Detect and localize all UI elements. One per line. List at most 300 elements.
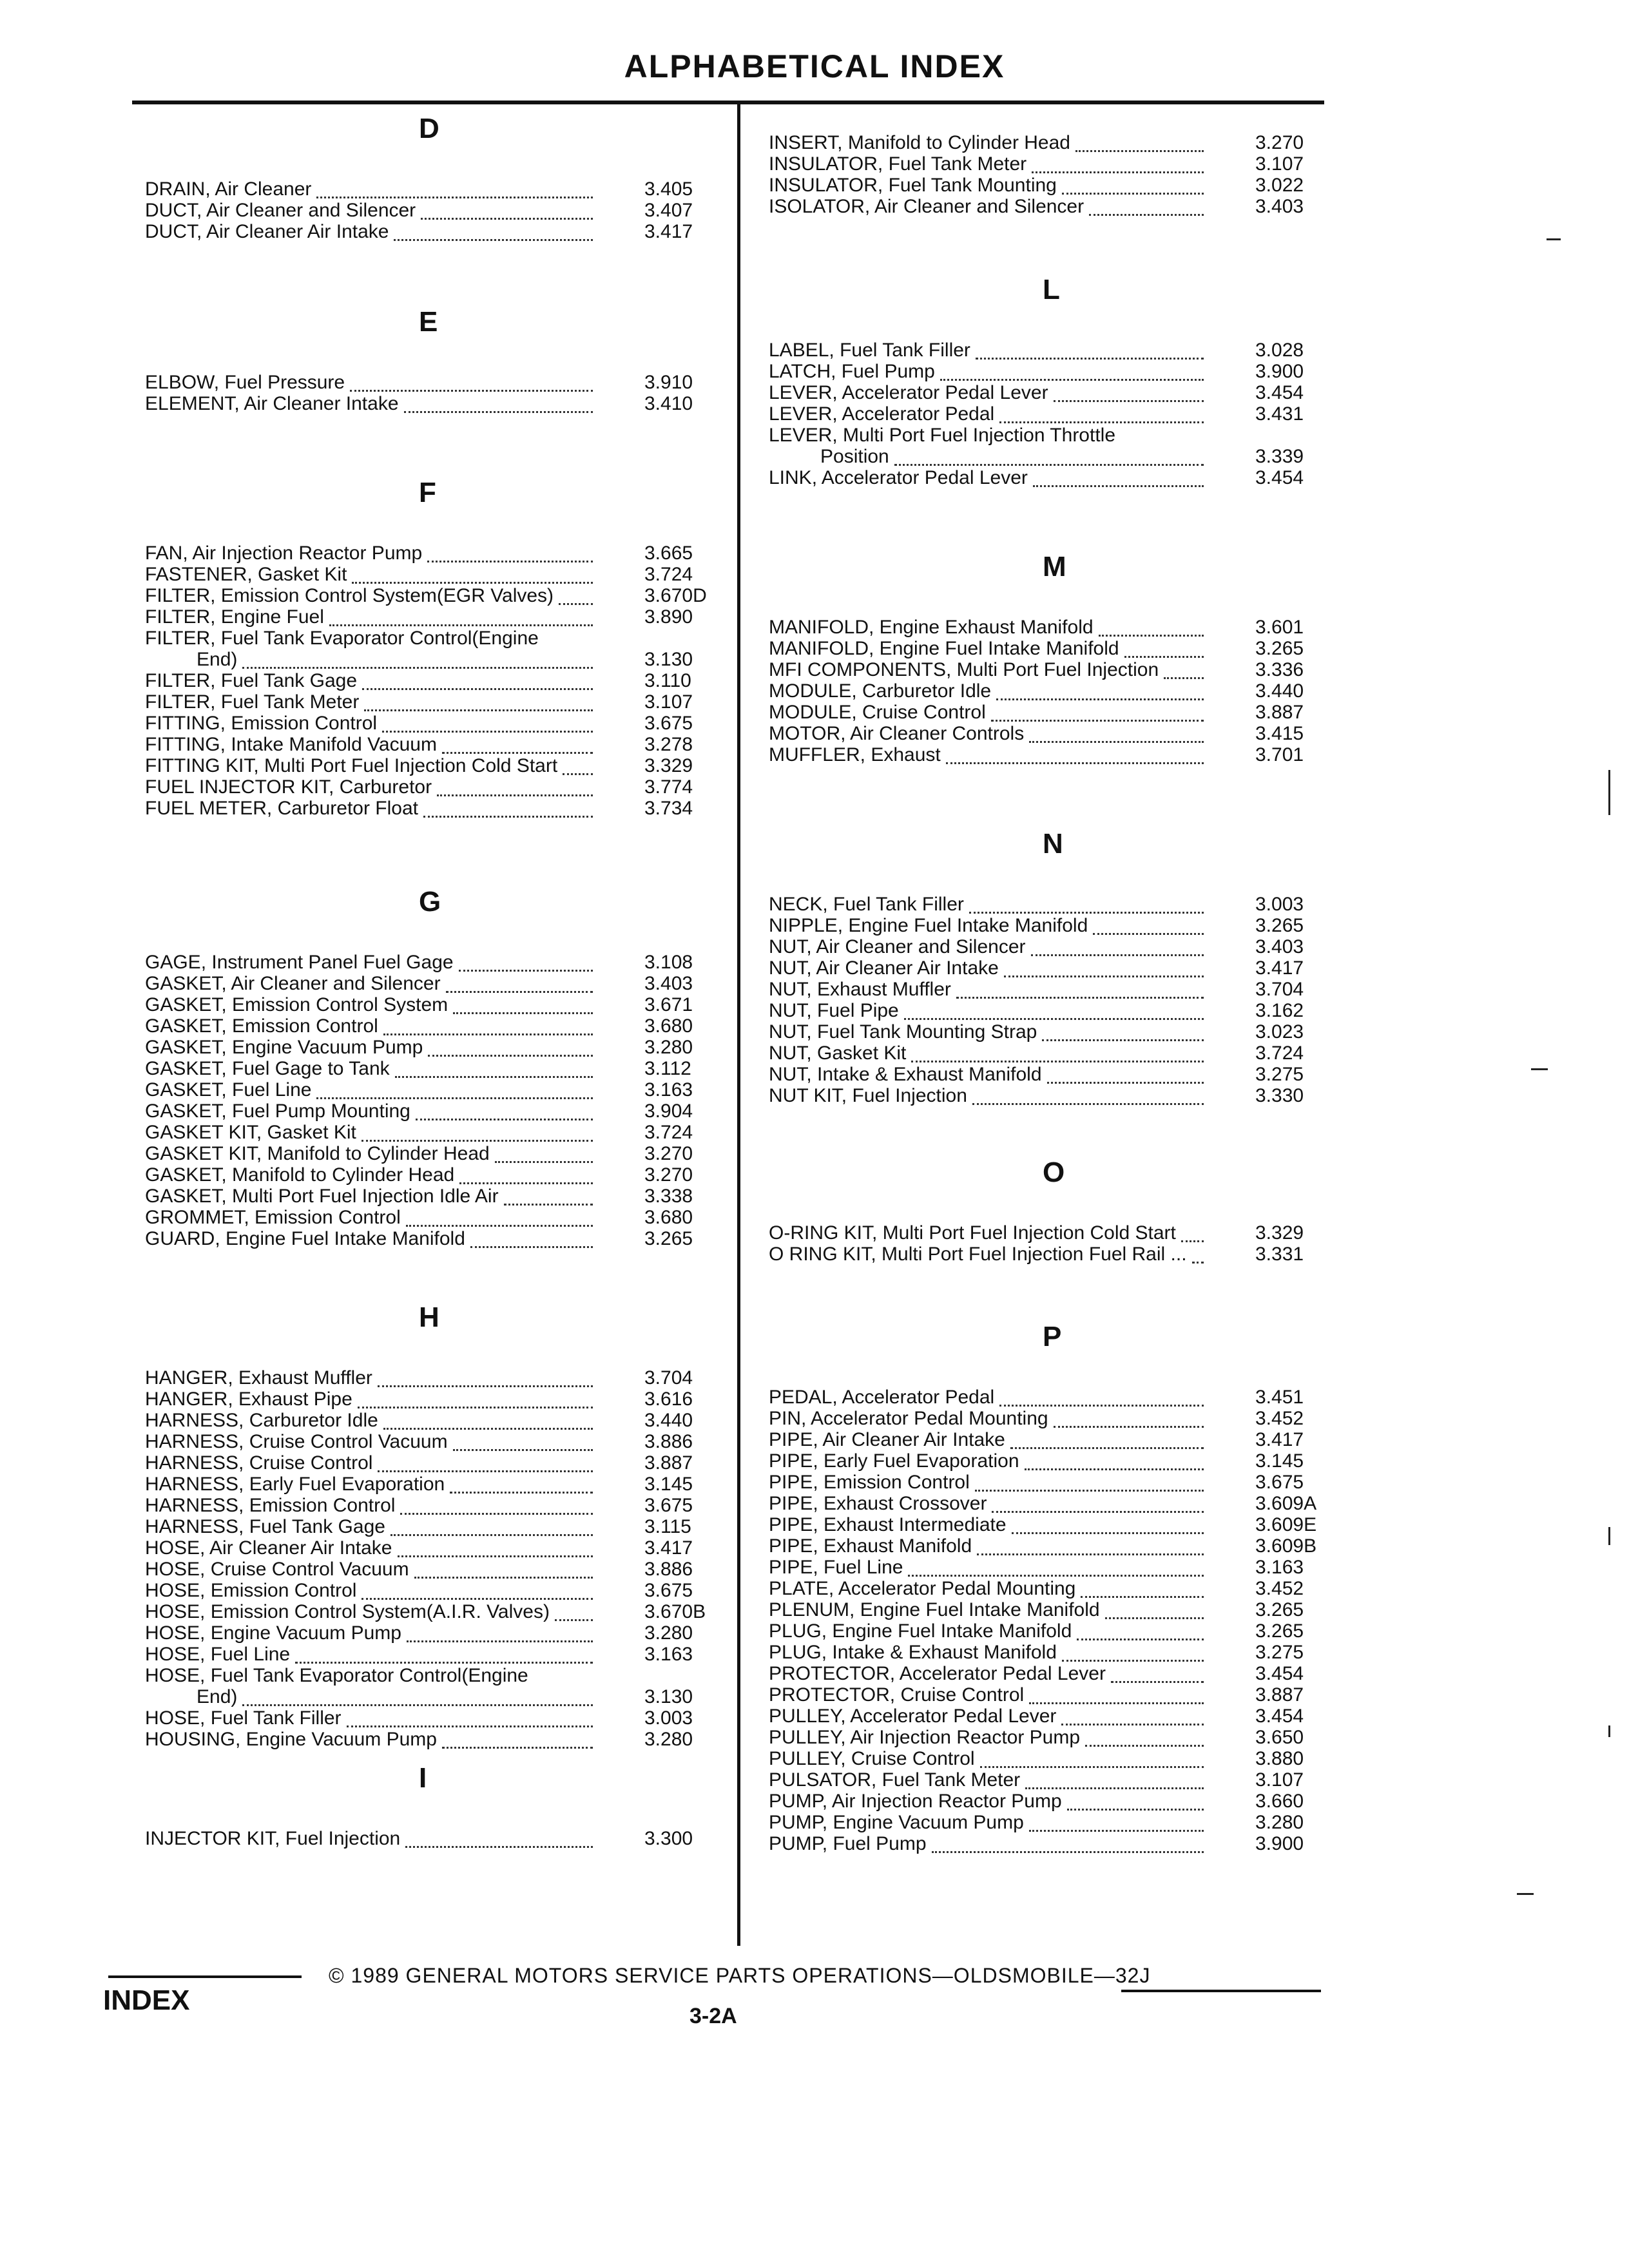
margin-mark bbox=[1547, 238, 1561, 240]
entry-name: NUT, Fuel Pipe bbox=[769, 1000, 899, 1021]
leader-dots bbox=[442, 751, 593, 754]
entry-name: HOSE, Fuel Tank Filler bbox=[145, 1707, 342, 1729]
footer-copyright: © 1989 GENERAL MOTORS SERVICE PARTS OPERATIONS—OLDSMOBILE—32J bbox=[329, 1964, 1151, 1987]
entry-page: 3.880 bbox=[1255, 1748, 1304, 1769]
entry-name: PIPE, Exhaust Crossover bbox=[769, 1493, 987, 1514]
index-entry bbox=[740, 680, 1339, 702]
section-letter: E bbox=[419, 306, 438, 338]
entry-page: 3.417 bbox=[1255, 957, 1304, 979]
entry-page: 3.023 bbox=[1255, 1021, 1304, 1043]
index-entry bbox=[740, 153, 1339, 175]
index-entry bbox=[116, 1122, 728, 1143]
leader-dots bbox=[437, 793, 593, 796]
leader-dots bbox=[414, 1575, 593, 1579]
entry-name: PUMP, Engine Vacuum Pump bbox=[769, 1812, 1024, 1833]
entry-page: 3.405 bbox=[644, 178, 693, 200]
index-entry bbox=[116, 1601, 728, 1622]
index-entry bbox=[116, 393, 728, 414]
entry-page: 3.670B bbox=[644, 1601, 706, 1622]
index-entry bbox=[740, 1535, 1339, 1557]
index-entry bbox=[116, 952, 728, 973]
leader-dots bbox=[495, 1160, 593, 1163]
entry-page: 3.650 bbox=[1255, 1727, 1304, 1748]
section-letter: D bbox=[419, 113, 439, 144]
index-entry bbox=[116, 1686, 728, 1707]
entry-name: PULLEY, Air Injection Reactor Pump bbox=[769, 1727, 1081, 1748]
leader-dots bbox=[453, 1011, 593, 1014]
entry-page: 3.609B bbox=[1255, 1535, 1317, 1557]
entry-page: 3.280 bbox=[644, 1729, 693, 1750]
entry-name: FILTER, Emission Control System(EGR Valves) bbox=[145, 585, 554, 606]
footer-rule-left bbox=[108, 1975, 302, 1978]
entry-page: 3.440 bbox=[1255, 680, 1304, 702]
leader-dots bbox=[1042, 1038, 1204, 1041]
entry-name: FITTING, Intake Manifold Vacuum bbox=[145, 734, 437, 755]
index-entry bbox=[740, 744, 1339, 765]
entry-page: 3.110 bbox=[644, 670, 691, 691]
entry-page: 3.886 bbox=[644, 1431, 693, 1452]
entry-name: HOSE, Emission Control bbox=[145, 1580, 357, 1601]
entry-name: GASKET, Emission Control System bbox=[145, 994, 448, 1015]
leader-dots bbox=[1192, 1260, 1204, 1264]
index-entry bbox=[116, 585, 728, 606]
entry-page: 3.724 bbox=[1255, 1043, 1304, 1064]
leader-dots bbox=[1031, 953, 1204, 956]
entry-name: PIPE, Exhaust Intermediate bbox=[769, 1514, 1007, 1535]
entry-page: 3.329 bbox=[1255, 1222, 1304, 1244]
entry-page: 3.270 bbox=[644, 1164, 693, 1186]
entry-page: 3.887 bbox=[644, 1452, 693, 1474]
index-entry bbox=[116, 1058, 728, 1079]
entry-page: 3.734 bbox=[644, 798, 693, 819]
leader-dots bbox=[1099, 633, 1204, 637]
index-entry bbox=[116, 372, 728, 393]
index-entry bbox=[740, 1578, 1339, 1599]
entry-page: 3.680 bbox=[644, 1015, 693, 1037]
entry-page: 3.275 bbox=[1255, 1642, 1304, 1663]
leader-dots bbox=[1054, 399, 1204, 402]
index-entry bbox=[116, 798, 728, 819]
index-entry bbox=[740, 659, 1339, 680]
leader-dots bbox=[1089, 213, 1204, 216]
index-entry bbox=[740, 1557, 1339, 1578]
index-entry bbox=[740, 1493, 1339, 1514]
entry-page: 3.671 bbox=[644, 994, 693, 1015]
entry-name: MODULE, Cruise Control bbox=[769, 702, 986, 723]
index-entry bbox=[116, 994, 728, 1015]
entry-page: 3.452 bbox=[1255, 1578, 1304, 1599]
leader-dots bbox=[940, 378, 1204, 381]
leader-dots bbox=[908, 1573, 1204, 1577]
entry-page: 3.280 bbox=[644, 1037, 693, 1058]
leader-dots bbox=[504, 1202, 593, 1206]
index-entry bbox=[116, 1015, 728, 1037]
index-entry bbox=[116, 200, 728, 221]
entry-name: HARNESS, Carburetor Idle bbox=[145, 1410, 378, 1431]
entry-name: MFI COMPONENTS, Multi Port Fuel Injection bbox=[769, 659, 1159, 680]
leader-dots bbox=[1029, 740, 1204, 743]
entry-page: 3.660 bbox=[1255, 1791, 1304, 1812]
entry-page: 3.675 bbox=[644, 1580, 693, 1601]
entry-page: 3.130 bbox=[644, 1686, 693, 1707]
entry-page: 3.900 bbox=[1255, 1833, 1304, 1854]
index-entry bbox=[116, 1828, 728, 1849]
entry-page: 3.275 bbox=[1255, 1064, 1304, 1085]
entry-name: GASKET, Manifold to Cylinder Head bbox=[145, 1164, 455, 1186]
entry-name: NUT, Air Cleaner Air Intake bbox=[769, 957, 999, 979]
entry-name: O-RING KIT, Multi Port Fuel Injection Cold Start bbox=[769, 1222, 1176, 1244]
entry-page: 3.670D bbox=[644, 585, 707, 606]
entry-page: 3.265 bbox=[1255, 638, 1304, 659]
entry-name: GASKET, Multi Port Fuel Injection Idle Air bbox=[145, 1186, 499, 1207]
leader-dots bbox=[1004, 974, 1204, 977]
index-entry bbox=[740, 1085, 1339, 1106]
index-entry bbox=[740, 1408, 1339, 1429]
index-entry bbox=[740, 132, 1339, 153]
entry-page: 3.278 bbox=[644, 734, 693, 755]
index-entry bbox=[740, 1663, 1339, 1684]
entry-page: 3.130 bbox=[644, 649, 693, 670]
entry-page: 3.145 bbox=[1255, 1450, 1304, 1472]
leader-dots bbox=[382, 729, 593, 733]
index-entry bbox=[740, 1064, 1339, 1085]
entry-page: 3.665 bbox=[644, 543, 693, 564]
index-entry bbox=[740, 1706, 1339, 1727]
leader-dots bbox=[378, 1469, 593, 1472]
leader-dots bbox=[442, 1745, 593, 1749]
entry-page: 3.454 bbox=[1255, 467, 1304, 488]
leader-dots bbox=[350, 389, 593, 392]
entry-name: HOSE, Engine Vacuum Pump bbox=[145, 1622, 401, 1644]
entry-page: 3.265 bbox=[1255, 1620, 1304, 1642]
entry-name: PULLEY, Accelerator Pedal Lever bbox=[769, 1706, 1057, 1727]
entry-name: HOSE, Fuel Line bbox=[145, 1644, 291, 1665]
entry-name: HOSE, Air Cleaner Air Intake bbox=[145, 1537, 392, 1559]
entry-name: FITTING KIT, Multi Port Fuel Injection Cold Start bbox=[145, 755, 558, 776]
index-entry bbox=[116, 1516, 728, 1537]
index-entry bbox=[740, 361, 1339, 382]
index-entry bbox=[116, 1431, 728, 1452]
entry-name: PROTECTOR, Accelerator Pedal Lever bbox=[769, 1663, 1106, 1684]
entry-name: LEVER, Accelerator Pedal bbox=[769, 403, 995, 425]
entry-name: FASTENER, Gasket Kit bbox=[145, 564, 347, 585]
index-entry bbox=[740, 1748, 1339, 1769]
entry-name: INJECTOR KIT, Fuel Injection bbox=[145, 1828, 401, 1849]
index-entry bbox=[116, 221, 728, 242]
entry-name: INSULATOR, Fuel Tank Mounting bbox=[769, 175, 1057, 196]
entry-name: PIPE, Air Cleaner Air Intake bbox=[769, 1429, 1005, 1450]
leader-dots bbox=[329, 623, 593, 626]
entry-page: 3.609E bbox=[1255, 1514, 1317, 1535]
leader-dots bbox=[999, 420, 1204, 423]
index-entry bbox=[116, 649, 728, 670]
leader-dots bbox=[361, 1597, 593, 1600]
entry-name: HARNESS, Cruise Control bbox=[145, 1452, 373, 1474]
index-entry bbox=[740, 894, 1339, 915]
entry-name: INSULATOR, Fuel Tank Meter bbox=[769, 153, 1027, 175]
entry-page: 3.417 bbox=[1255, 1429, 1304, 1450]
entry-page: 3.454 bbox=[1255, 382, 1304, 403]
index-entry bbox=[116, 1537, 728, 1559]
leader-dots bbox=[946, 761, 1204, 764]
footer-rule-right bbox=[1121, 1990, 1321, 1992]
entry-name: HOUSING, Engine Vacuum Pump bbox=[145, 1729, 437, 1750]
section-letter: M bbox=[1043, 551, 1066, 582]
leader-dots bbox=[1105, 1616, 1204, 1619]
entry-name: FILTER, Engine Fuel bbox=[145, 606, 324, 628]
index-entry bbox=[740, 1769, 1339, 1791]
index-entry bbox=[740, 1791, 1339, 1812]
leader-dots bbox=[969, 910, 1204, 914]
index-entry bbox=[740, 196, 1339, 217]
entry-page: 3.910 bbox=[644, 372, 693, 393]
index-entry bbox=[740, 1000, 1339, 1021]
entry-name: O RING KIT, Multi Port Fuel Injection Fuel Rail ... bbox=[769, 1244, 1187, 1265]
entry-name: MANIFOLD, Engine Fuel Intake Manifold bbox=[769, 638, 1119, 659]
index-entry bbox=[740, 175, 1339, 196]
entry-page: 3.145 bbox=[644, 1474, 693, 1495]
leader-dots bbox=[400, 1512, 593, 1515]
index-entry bbox=[740, 340, 1339, 361]
entry-page: 3.704 bbox=[1255, 979, 1304, 1000]
index-entry bbox=[116, 1474, 728, 1495]
index-entry bbox=[116, 1367, 728, 1389]
index-entry bbox=[116, 1389, 728, 1410]
entry-page: 3.887 bbox=[1255, 702, 1304, 723]
entry-page: 3.003 bbox=[1255, 894, 1304, 915]
entry-name: GASKET, Emission Control bbox=[145, 1015, 378, 1037]
leader-dots bbox=[1062, 191, 1204, 195]
index-entry bbox=[740, 1043, 1339, 1064]
leader-dots bbox=[406, 1224, 593, 1227]
entry-page: 3.675 bbox=[644, 1495, 693, 1516]
entry-name: End) bbox=[197, 1686, 238, 1707]
footer-page-number: 3-2A bbox=[689, 2004, 737, 2028]
entry-page: 3.265 bbox=[1255, 1599, 1304, 1620]
entry-page: 3.338 bbox=[644, 1186, 693, 1207]
index-entry bbox=[116, 734, 728, 755]
leader-dots bbox=[1124, 655, 1204, 658]
leader-dots bbox=[1081, 1595, 1204, 1598]
entry-name: LABEL, Fuel Tank Filler bbox=[769, 340, 970, 361]
entry-name: FAN, Air Injection Reactor Pump bbox=[145, 543, 423, 564]
leader-dots bbox=[956, 995, 1204, 999]
leader-dots bbox=[416, 1117, 593, 1120]
entry-name: HARNESS, Cruise Control Vacuum bbox=[145, 1431, 448, 1452]
index-entry bbox=[740, 1599, 1339, 1620]
leader-dots bbox=[459, 968, 593, 972]
leader-dots bbox=[1012, 1531, 1204, 1534]
entry-page: 3.704 bbox=[644, 1367, 693, 1389]
entry-name: NUT KIT, Fuel Injection bbox=[769, 1085, 967, 1106]
entry-name: HOSE, Emission Control System(A.I.R. Valves) bbox=[145, 1601, 550, 1622]
leader-dots bbox=[932, 1850, 1204, 1853]
leader-dots bbox=[904, 1017, 1204, 1020]
footer-section-label: INDEX bbox=[103, 1984, 190, 2016]
leader-dots bbox=[398, 1554, 593, 1557]
leader-dots bbox=[453, 1448, 593, 1451]
leader-dots bbox=[1025, 1467, 1204, 1470]
section-letter: O bbox=[1043, 1157, 1065, 1188]
entry-page: 3.280 bbox=[1255, 1812, 1304, 1833]
leader-dots bbox=[316, 1096, 593, 1099]
entry-name: PUMP, Fuel Pump bbox=[769, 1833, 927, 1854]
index-entry bbox=[116, 1665, 728, 1686]
leader-dots bbox=[446, 990, 593, 993]
index-entry bbox=[116, 1079, 728, 1100]
index-entry bbox=[116, 1186, 728, 1207]
entry-name: GASKET KIT, Manifold to Cylinder Head bbox=[145, 1143, 490, 1164]
entry-name: ISOLATOR, Air Cleaner and Silencer bbox=[769, 196, 1084, 217]
leader-dots bbox=[378, 1384, 593, 1387]
entry-page: 3.329 bbox=[644, 755, 693, 776]
leader-dots bbox=[1054, 1425, 1204, 1428]
index-entry bbox=[740, 702, 1339, 723]
entry-name: MOTOR, Air Cleaner Controls bbox=[769, 723, 1025, 744]
leader-dots bbox=[242, 1703, 593, 1706]
entry-name: PLATE, Accelerator Pedal Mounting bbox=[769, 1578, 1076, 1599]
entry-page: 3.415 bbox=[1255, 723, 1304, 744]
index-entry bbox=[116, 1644, 728, 1665]
leader-dots bbox=[421, 216, 593, 220]
section-letter: I bbox=[419, 1762, 427, 1794]
index-entry bbox=[116, 1580, 728, 1601]
section-letter: P bbox=[1043, 1321, 1062, 1352]
entry-name: NUT, Exhaust Muffler bbox=[769, 979, 951, 1000]
entry-page: 3.417 bbox=[644, 221, 693, 242]
leader-dots bbox=[1075, 149, 1204, 152]
index-entry bbox=[740, 1222, 1339, 1244]
entry-name: PUMP, Air Injection Reactor Pump bbox=[769, 1791, 1062, 1812]
entry-name: LINK, Accelerator Pedal Lever bbox=[769, 467, 1028, 488]
entry-name: NUT, Air Cleaner and Silencer bbox=[769, 936, 1026, 957]
index-entry bbox=[116, 1207, 728, 1228]
index-entry bbox=[740, 1387, 1339, 1408]
entry-name: FITTING, Emission Control bbox=[145, 713, 378, 734]
leader-dots bbox=[383, 1427, 593, 1430]
index-entry bbox=[740, 1429, 1339, 1450]
entry-page: 3.451 bbox=[1255, 1387, 1304, 1408]
entry-name: GASKET, Fuel Pump Mounting bbox=[145, 1100, 410, 1122]
entry-page: 3.601 bbox=[1255, 617, 1304, 638]
entry-name: DUCT, Air Cleaner and Silencer bbox=[145, 200, 416, 221]
index-entry bbox=[740, 1642, 1339, 1663]
leader-dots bbox=[1181, 1239, 1204, 1242]
entry-name: DUCT, Air Cleaner Air Intake bbox=[145, 221, 389, 242]
entry-page: 3.163 bbox=[644, 1079, 693, 1100]
entry-name: LEVER, Accelerator Pedal Lever bbox=[769, 382, 1048, 403]
index-entry bbox=[116, 691, 728, 713]
leader-dots bbox=[1061, 1722, 1204, 1725]
index-entry bbox=[740, 382, 1339, 403]
entry-page: 3.112 bbox=[644, 1058, 691, 1079]
entry-name: PIPE, Exhaust Manifold bbox=[769, 1535, 972, 1557]
index-entry bbox=[116, 1164, 728, 1186]
index-entry bbox=[116, 606, 728, 628]
entry-name: FILTER, Fuel Tank Evaporator Control(Engine bbox=[145, 628, 539, 649]
index-entry bbox=[740, 957, 1339, 979]
section-letter: L bbox=[1043, 274, 1060, 305]
entry-name: GASKET, Fuel Line bbox=[145, 1079, 312, 1100]
entry-name: GASKET, Engine Vacuum Pump bbox=[145, 1037, 423, 1058]
entry-name: HARNESS, Emission Control bbox=[145, 1495, 396, 1516]
index-entry bbox=[740, 1727, 1339, 1748]
entry-name: PROTECTOR, Cruise Control bbox=[769, 1684, 1025, 1706]
entry-page: 3.431 bbox=[1255, 403, 1304, 425]
entry-page: 3.724 bbox=[644, 1122, 693, 1143]
entry-page: 3.440 bbox=[644, 1410, 693, 1431]
leader-dots bbox=[996, 697, 1204, 700]
entry-page: 3.616 bbox=[644, 1389, 693, 1410]
index-entry bbox=[740, 1244, 1339, 1265]
leader-dots bbox=[362, 687, 593, 690]
index-entry bbox=[116, 1143, 728, 1164]
entry-page: 3.774 bbox=[644, 776, 693, 798]
leader-dots bbox=[295, 1660, 593, 1664]
margin-mark bbox=[1608, 1527, 1610, 1545]
entry-name: HOSE, Fuel Tank Evaporator Control(Engine bbox=[145, 1665, 528, 1686]
leader-dots bbox=[459, 1181, 593, 1184]
index-entry bbox=[740, 403, 1339, 425]
leader-dots bbox=[316, 195, 593, 198]
entry-name: HANGER, Exhaust Muffler bbox=[145, 1367, 372, 1389]
entry-name: PULSATOR, Fuel Tank Meter bbox=[769, 1769, 1021, 1791]
leader-dots bbox=[1033, 484, 1204, 487]
index-entry bbox=[116, 1452, 728, 1474]
entry-name: PEDAL, Accelerator Pedal bbox=[769, 1387, 995, 1408]
entry-name: GUARD, Engine Fuel Intake Manifold bbox=[145, 1228, 465, 1249]
leader-dots bbox=[407, 1639, 593, 1642]
index-entry bbox=[740, 979, 1339, 1000]
entry-page: 3.609A bbox=[1255, 1493, 1317, 1514]
leader-dots bbox=[427, 559, 593, 562]
title-rule bbox=[132, 101, 1324, 104]
entry-name: ELBOW, Fuel Pressure bbox=[145, 372, 345, 393]
entry-name: HANGER, Exhaust Pipe bbox=[145, 1389, 352, 1410]
index-entry bbox=[740, 425, 1339, 446]
leader-dots bbox=[559, 602, 593, 605]
entry-page: 3.107 bbox=[1255, 153, 1304, 175]
entry-page: 3.886 bbox=[644, 1559, 693, 1580]
leader-dots bbox=[405, 1845, 593, 1848]
entry-page: 3.675 bbox=[1255, 1472, 1304, 1493]
entry-name: MUFFLER, Exhaust bbox=[769, 744, 941, 765]
entry-name: PLUG, Engine Fuel Intake Manifold bbox=[769, 1620, 1072, 1642]
entry-name: MANIFOLD, Engine Exhaust Manifold bbox=[769, 617, 1094, 638]
entry-page: 3.904 bbox=[644, 1100, 693, 1122]
entry-page: 3.454 bbox=[1255, 1706, 1304, 1727]
entry-name: GASKET, Air Cleaner and Silencer bbox=[145, 973, 441, 994]
entry-name: PIPE, Emission Control bbox=[769, 1472, 970, 1493]
leader-dots bbox=[976, 356, 1204, 360]
entry-page: 3.331 bbox=[1255, 1244, 1304, 1265]
entry-name: FILTER, Fuel Tank Gage bbox=[145, 670, 358, 691]
entry-page: 3.410 bbox=[644, 393, 693, 414]
margin-mark bbox=[1517, 1893, 1534, 1895]
index-entry bbox=[116, 1100, 728, 1122]
leader-dots bbox=[977, 1552, 1204, 1555]
leader-dots bbox=[1010, 1446, 1204, 1449]
entry-name: MODULE, Carburetor Idle bbox=[769, 680, 992, 702]
entry-page: 3.163 bbox=[644, 1644, 693, 1665]
entry-name: PLUG, Intake & Exhaust Manifold bbox=[769, 1642, 1057, 1663]
entry-name: NECK, Fuel Tank Filler bbox=[769, 894, 964, 915]
leader-dots bbox=[1093, 932, 1204, 935]
leader-dots bbox=[555, 1618, 593, 1621]
entry-page: 3.280 bbox=[644, 1622, 693, 1644]
index-entry bbox=[740, 1472, 1339, 1493]
leader-dots bbox=[1047, 1081, 1204, 1084]
